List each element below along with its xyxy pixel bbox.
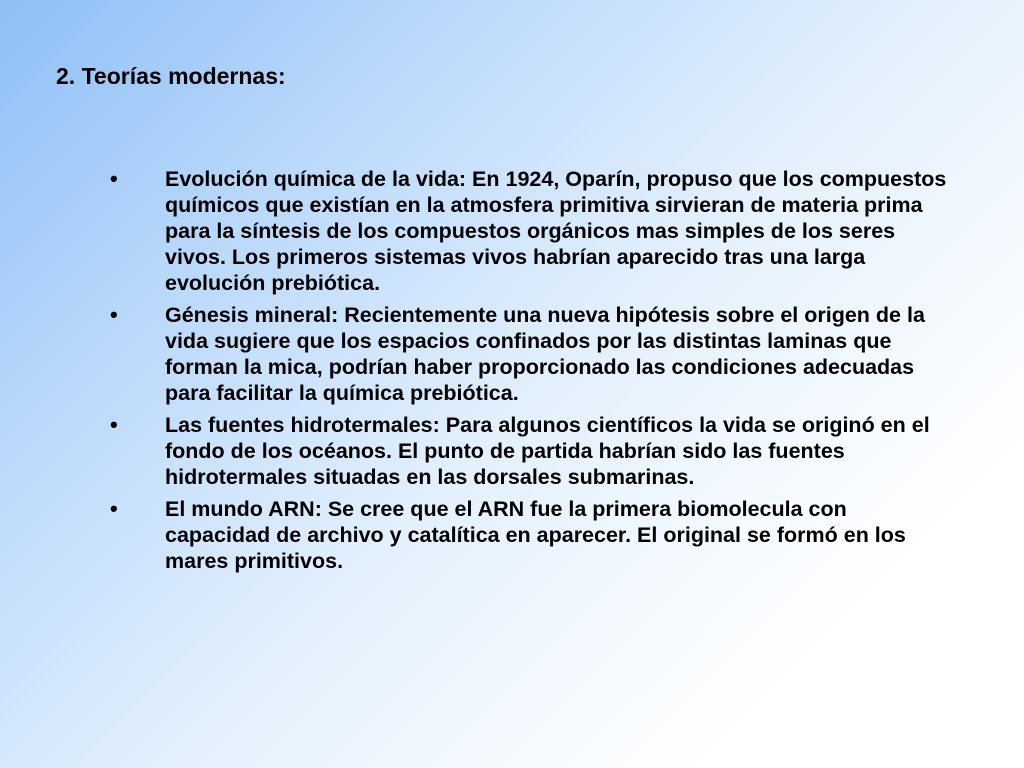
slide-title: 2. Teorías modernas: <box>56 63 286 89</box>
bullet-icon: • <box>110 166 118 191</box>
bullet-item-genesis-mineral <box>0 302 1024 406</box>
bullet-text: El mundo ARN: Se cree que el ARN fue la primera biomolecula con capacidad de archivo y catalítica en aparecer. El original se formó en los mares primitivos. <box>165 497 906 573</box>
bullet-item-mundo-arn <box>0 496 1024 574</box>
bullet-list <box>0 166 1024 580</box>
bullet-icon: • <box>110 302 118 327</box>
bullet-icon: • <box>110 412 118 437</box>
bullet-text: Evolución química de la vida: En 1924, Oparín, propuso que los compuestos químicos que existían en la atmosfera primitiva sirvieran de materia prima para la síntesis de los compuestos orgánicos mas simples de los seres vivos. Los primeros sistemas vivos habrían aparecido tras una larga evolución prebiótica. <box>165 167 947 295</box>
bullet-text: Las fuentes hidrotermales: Para algunos científicos la vida se originó en el fondo de los océanos. El punto de partida habrían sido las fuentes hidrotermales situadas en las dorsales submarinas. <box>165 413 930 489</box>
bullet-item-quimica <box>0 166 1024 296</box>
bullet-icon: • <box>110 496 118 521</box>
bullet-text: Génesis mineral: Recientemente una nueva hipótesis sobre el origen de la vida sugiere que los espacios confinados por las distintas laminas que forman la mica, podrían haber proporcionado las condiciones adecuadas para facilitar la química prebiótica. <box>165 303 925 405</box>
bullet-item-fuentes-hidrotermales <box>0 412 1024 490</box>
